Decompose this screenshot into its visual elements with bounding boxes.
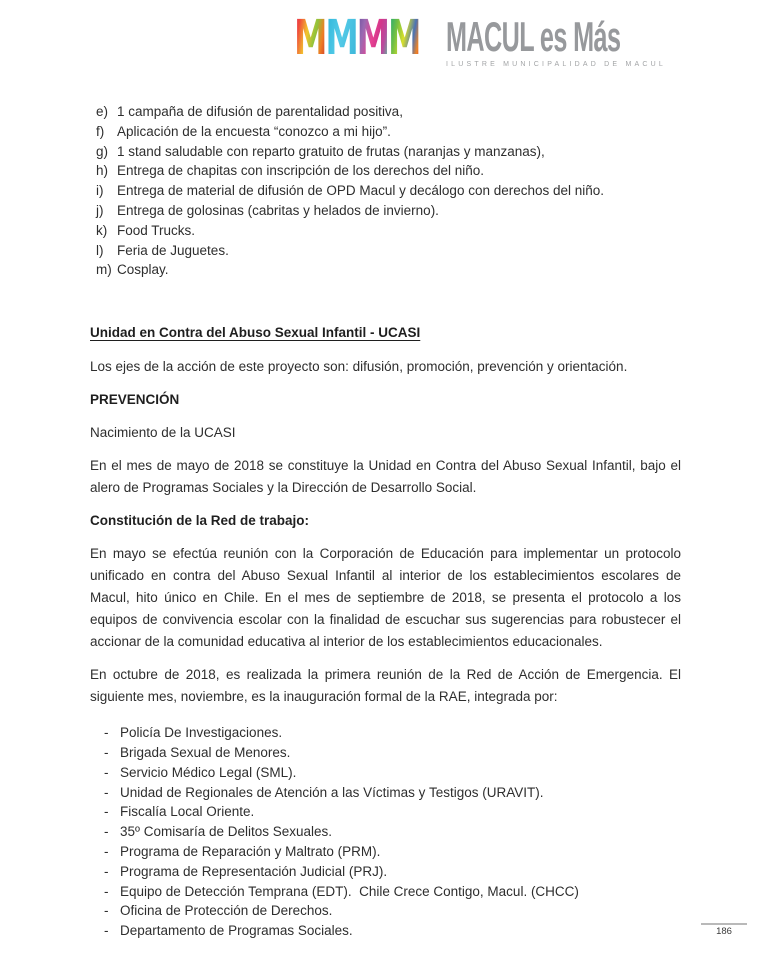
list-item-text: Cosplay. [117,262,169,278]
list-item-text: Oficina de Protección de Derechos. [120,903,333,919]
macul-logo [294,10,668,68]
list-item-text: 1 stand saludable con reparto gratuito de frutas (naranjas y manzanas), [117,143,545,159]
dash-marker: - [104,843,109,859]
list-item [90,201,681,221]
list-item [90,862,681,882]
list-item-label: m) [96,262,112,278]
paragraph-protocolo: En mayo se efectúa reunión con la Corporación de Educación para implementar un protocolo unificado en contra del Abuso Sexual Infantil al interior de los establecimientos escolares de Macul, hito único en Chile. En el mes de septiembre de 2018, se presenta el protocolo a los equipos de convivencia escolar con la finalidad de escuchar sus sugerencias para robustecer el accionar de la comunidad educativa al interior de los establecimientos educacionales. [90,546,681,650]
list-item [90,921,681,941]
list-item-text: Programa de Representación Judicial (PRJ). [120,863,388,879]
dash-marker: - [104,863,109,879]
rae-member-list [90,723,681,941]
list-item [90,161,681,181]
list-item-text: Brigada Sexual de Menores. [120,744,291,760]
list-item-label: g) [96,143,109,159]
list-item [90,901,681,921]
list-item [90,822,681,842]
dash-marker: - [104,883,109,899]
subheading-prevencion: PREVENCIÓN [90,392,180,408]
list-item-text: Unidad de Regionales de Atención a las Víctimas y Testigos (URAVIT). [120,784,544,800]
list-item-text: 1 campaña de difusión de parentalidad positiva, [117,104,403,119]
logo-m-letter-4: M [388,10,420,66]
dash-marker: - [104,764,109,780]
list-item-label: f) [96,123,105,139]
list-item-text: Feria de Juguetes. [117,242,229,258]
logo-m-letter-1: M [294,10,326,66]
list-item-text: Food Trucks. [117,222,196,238]
list-item [90,122,681,142]
logo-text-block [446,13,668,68]
list-item-label: i) [96,183,104,199]
section-heading-ucasi: Unidad en Contra del Abuso Sexual Infantil - UCASI [90,325,421,341]
list-item-text: Aplicación de la encuesta “conozco a mi hijo”. [117,123,391,139]
list-item [90,882,681,902]
dash-marker: - [104,824,109,840]
list-item [90,260,681,280]
macul-monogram-logo-icon [294,10,432,66]
list-item-label: l) [96,242,104,258]
list-item [90,763,681,783]
dash-marker: - [104,804,109,820]
list-item-label: k) [96,222,108,238]
list-item [90,723,681,743]
logo-m-letter-3: M [356,10,389,66]
list-item [90,102,681,122]
paragraph-octubre: En octubre de 2018, es realizada la primera reunión de la Red de Acción de Emergencia. El siguiente mes, noviembre, es la inauguración formal de la RAE, integrada por: [90,667,681,705]
list-item-text: Departamento de Programas Sociales. [120,923,353,939]
list-item [90,743,681,763]
page-footer [701,923,747,938]
dash-marker: - [104,903,109,919]
list-item [90,241,681,261]
text-nacimiento-ucasi: Nacimiento de la UCASI [90,425,236,441]
list-item [90,783,681,803]
paragraph-founding: En el mes de mayo de 2018 se constituye la Unidad en Contra del Abuso Sexual Infantil, bajo el alero de Programas Sociales y la Dirección de Desarrollo Social. [90,458,681,496]
dash-marker: - [104,725,109,741]
logo-title: MACUL es Más [446,13,621,60]
list-item-text: Programa de Reparación y Maltrato (PRM). [120,843,381,859]
dash-marker: - [104,784,109,800]
paragraph-intro: Los ejes de la acción de este proyecto son: difusión, promoción, prevención y orientación. [90,359,628,375]
subheading-red-trabajo: Constitución de la Red de trabajo: [90,513,310,529]
document-body [90,102,681,941]
dash-marker: - [104,923,109,939]
list-item [90,842,681,862]
list-item [90,221,681,241]
list-item [90,802,681,822]
list-item-label: e) [96,104,109,119]
activity-letter-list [90,102,681,280]
list-item-text: Fiscalía Local Oriente. [120,804,255,820]
list-item-text: Entrega de golosinas (cabritas y helados de invierno). [117,202,439,218]
list-item-text: Equipo de Detección Temprana (EDT). Chile Crece Contigo, Macul. (CHCC) [120,883,579,899]
list-item-text: Servicio Médico Legal (SML). [120,764,297,780]
list-item-text: Policía De Investigaciones. [120,725,283,741]
list-item-label: h) [96,163,109,179]
page-number: 186 [716,926,732,937]
logo-tagline: ILUSTRE MUNICIPALIDAD DE MACUL [446,61,666,68]
list-item-text: 35º Comisaría de Delitos Sexuales. [120,824,333,840]
logo-m-letter-2: M [325,10,357,66]
list-item-text: Entrega de chapitas con inscripción de los derechos del niño. [117,163,484,179]
list-item-label: j) [96,202,104,218]
dash-marker: - [104,744,109,760]
list-item-text: Entrega de material de difusión de OPD Macul y decálogo con derechos del niño. [117,183,605,199]
list-item [90,181,681,201]
list-item [90,142,681,162]
